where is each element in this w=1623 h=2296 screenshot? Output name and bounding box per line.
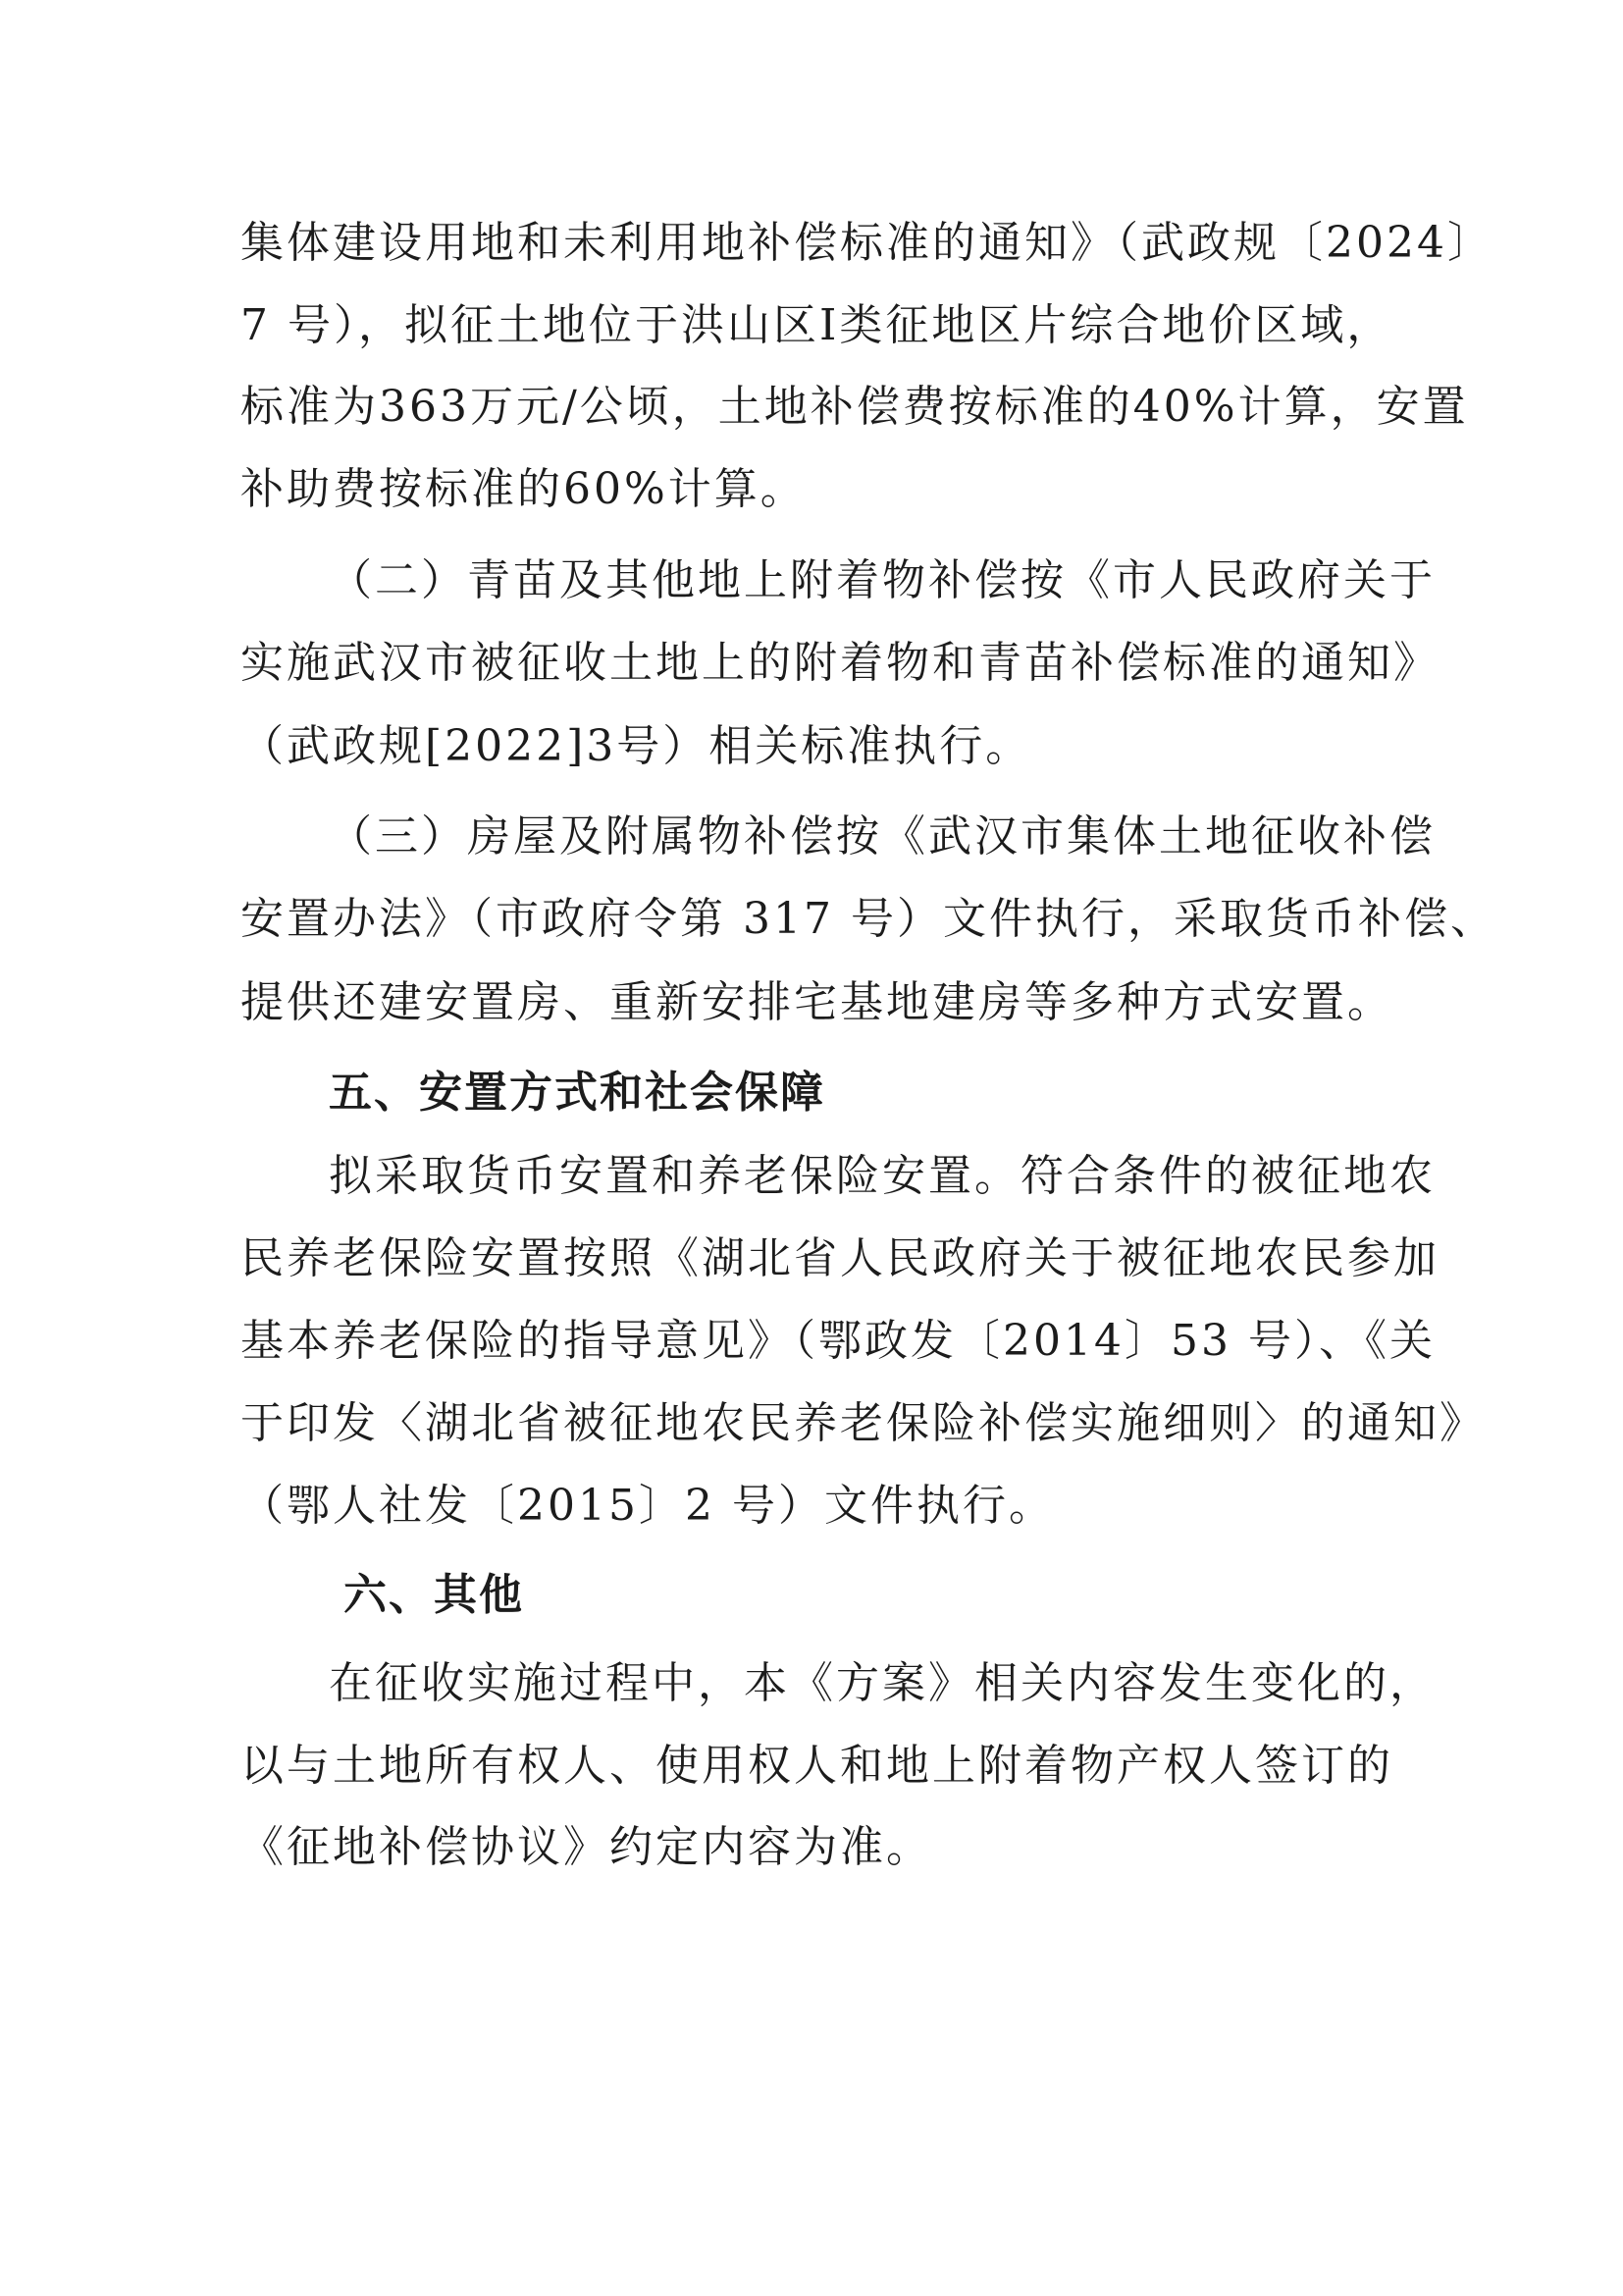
- body-line: 安置办法》（市政府令第 317 号）文件执行，采取货币补偿、: [240, 894, 1496, 944]
- section-heading-5: 五、安置方式和社会保障: [329, 1068, 825, 1118]
- paragraph-3-line: （三）房屋及附属物补偿按《武汉市集体土地征收补偿: [329, 811, 1436, 861]
- body-line: 实施武汉市被征收土地上的附着物和青苗补偿标准的通知》: [240, 638, 1440, 688]
- body-line: 补助费按标准的60%计算。: [240, 464, 807, 514]
- body-line: 《征地补偿协议》约定内容为准。: [240, 1822, 932, 1872]
- body-line: 以与土地所有权人、使用权人和地上附着物产权人签订的: [240, 1741, 1393, 1791]
- section-heading-6: 六、其他: [343, 1570, 524, 1620]
- body-line: （鄂人社发〔2015〕2 号）文件执行。: [240, 1481, 1055, 1531]
- body-line: 7 号），拟征土地位于洪山区I类征地区片综合地价区域，: [240, 300, 1393, 350]
- paragraph-2-line: （二）青苗及其他地上附着物补偿按《市人民政府关于: [329, 555, 1436, 605]
- body-line: 标准为363万元/公顷，土地补偿费按标准的40%计算，安置: [240, 382, 1469, 432]
- paragraph-5-line: 拟采取货币安置和养老保险安置。符合条件的被征地农: [329, 1151, 1436, 1201]
- body-line: （武政规[2022]3号）相关标准执行。: [240, 721, 1032, 771]
- paragraph-6-line: 在征收实施过程中，本《方案》相关内容发生变化的，: [329, 1658, 1436, 1708]
- body-line: 基本养老保险的指导意见》（鄂政发〔2014〕53 号）、《关: [240, 1316, 1436, 1366]
- body-line: 于印发〈湖北省被征地农民养老保险补偿实施细则〉的通知》: [240, 1398, 1486, 1448]
- body-line: 民养老保险安置按照《湖北省人民政府关于被征地农民参加: [240, 1233, 1440, 1283]
- body-line: 集体建设用地和未利用地补偿标准的通知》（武政规〔2024〕: [240, 218, 1493, 268]
- body-line: 提供还建安置房、重新安排宅基地建房等多种方式安置。: [240, 977, 1393, 1027]
